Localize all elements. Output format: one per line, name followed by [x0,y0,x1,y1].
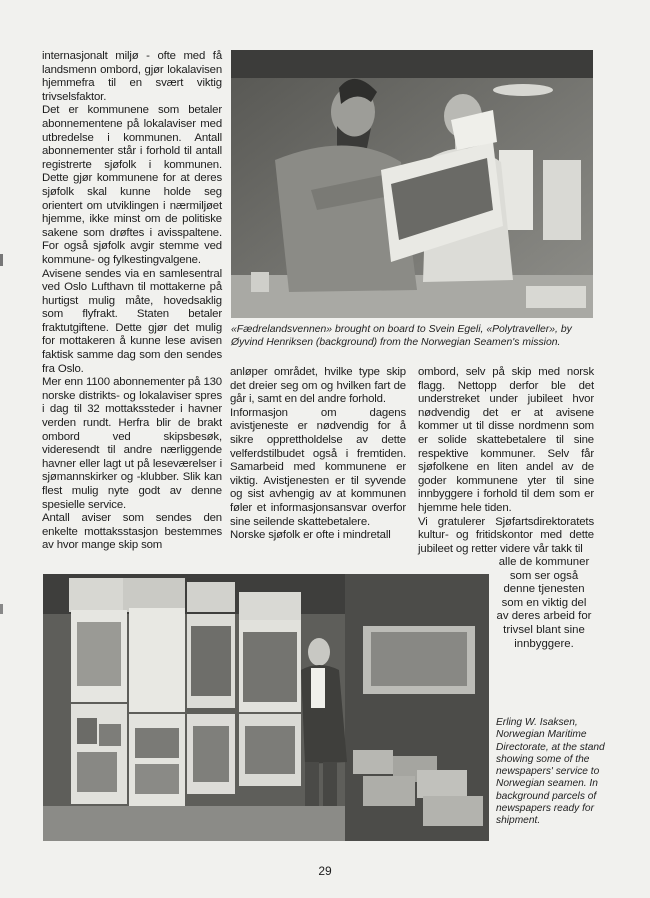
photo-men-reading-newspaper [231,50,593,318]
scan-edge-mark [0,604,3,614]
article-column-left [42,50,222,553]
paragraph: Norske sjøfolk er ofte i mindretall [230,529,391,542]
paragraph: Mer enn 1100 abonnementer på 130 norske distrikts- og lokalaviser spres i dag til 32 mottakssteder i havner verden rundt. Herfra blir de brakt ombord ved skipsbesøk, videresendt til andre nærliggende havner eller lagt ut på leseværelser i sjømannskirker og -klubber. Slik kan flest mulig nyte godt av denne spesielle service. [42,376,222,511]
article-column-right [418,366,594,556]
scan-edge-mark [0,254,3,266]
photo-exhibition-stand [43,574,489,841]
caption-bottom-photo: Erling W. Isaksen, Norwegian Maritime Directorate, at the stand showing some of the newspapers' service to Norwegian seamen. In background parcels of newspapers ready for shipment. [496,717,605,827]
article-column-middle [230,366,406,543]
photo-illustration [43,574,489,841]
article-closing-text: alle de kommuner som ser også denne tjenesten som en viktig del av deres arbeid for trivsel blant sine innbyggere. [496,556,592,650]
paragraph: internasjonalt miljø - ofte med få landsmenn ombord, gjør lokalavisen hjemmefra til en svært viktig trivselsfaktor. [42,50,222,103]
paragraph: Informasjon om dagens avistjeneste er nødvendig for å sikre opprettholdelse av dette velferdstilbudet også i fremtiden. Samarbeid med kommunene er viktig. Avistjenesten er til syvende og sist avhengig av at kommunen føler et informasjonsansvar overfor sine seilende skattebetalere. [230,406,406,528]
paragraph: ombord, selv på skip med norsk flagg. Nettopp derfor ble det understreket under jubileet hvor nødvendig det er at avisene kommer ut til disse nordmenn som er solide skattebetalere til sine respektive kommuner. Selv får sjøfolkene en liten andel av de goder kommunene yter til sine innbyggere i forhold til dem som er hjemme hele tiden. [418,366,594,514]
caption-top-photo: «Fædrelandsvennen» brought on board to Svein Egeli, «Polytraveller», by Øyvind Henriksen (background) from the Norwegian Seamen's mission. [231,324,572,348]
page-number: 29 [318,864,332,878]
paragraph: Vi gratulerer Sjøfartsdirektoratets kultur- og fritidskontor med dette jubileet og retter videre vår takk til [418,515,594,555]
photo-illustration [231,50,593,318]
paragraph: anløper området, hvilke type skip det dreier seg om og hvilken fart de går i, samt en del andre forhold. [230,366,406,406]
paragraph: Det er kommunene som betaler abonnementene på lokalaviser med utbredelse i kommunen. Antall abonnementer står i forhold til antall registrerte sjøfolk i kommunen. Dette gjør kommunene for at deres sjøfolk skal kunne holde seg orientert om utviklingen i nærmiljøet hjemme, ikke minst om de politiske sakene som drøftes i avisspaltene. For også sjøfolk avgir stemme ved kommune- og fylkestingvalgene. [42,104,222,266]
paragraph: Avisene sendes via en samlesentral ved Oslo Lufthavn til mottakerne på hurtigst mulig måte, hovedsaklig som flyfrakt. Staten betaler fraktutgiftene. Dette gjør det mulig for mottakeren å kunne lese avisen faktisk samme dag som den sendes fra Oslo. [42,267,222,375]
paragraph: Antall aviser som sendes den enkelte mottaksstasjon bestemmes av hvor mange skip som [42,512,222,552]
